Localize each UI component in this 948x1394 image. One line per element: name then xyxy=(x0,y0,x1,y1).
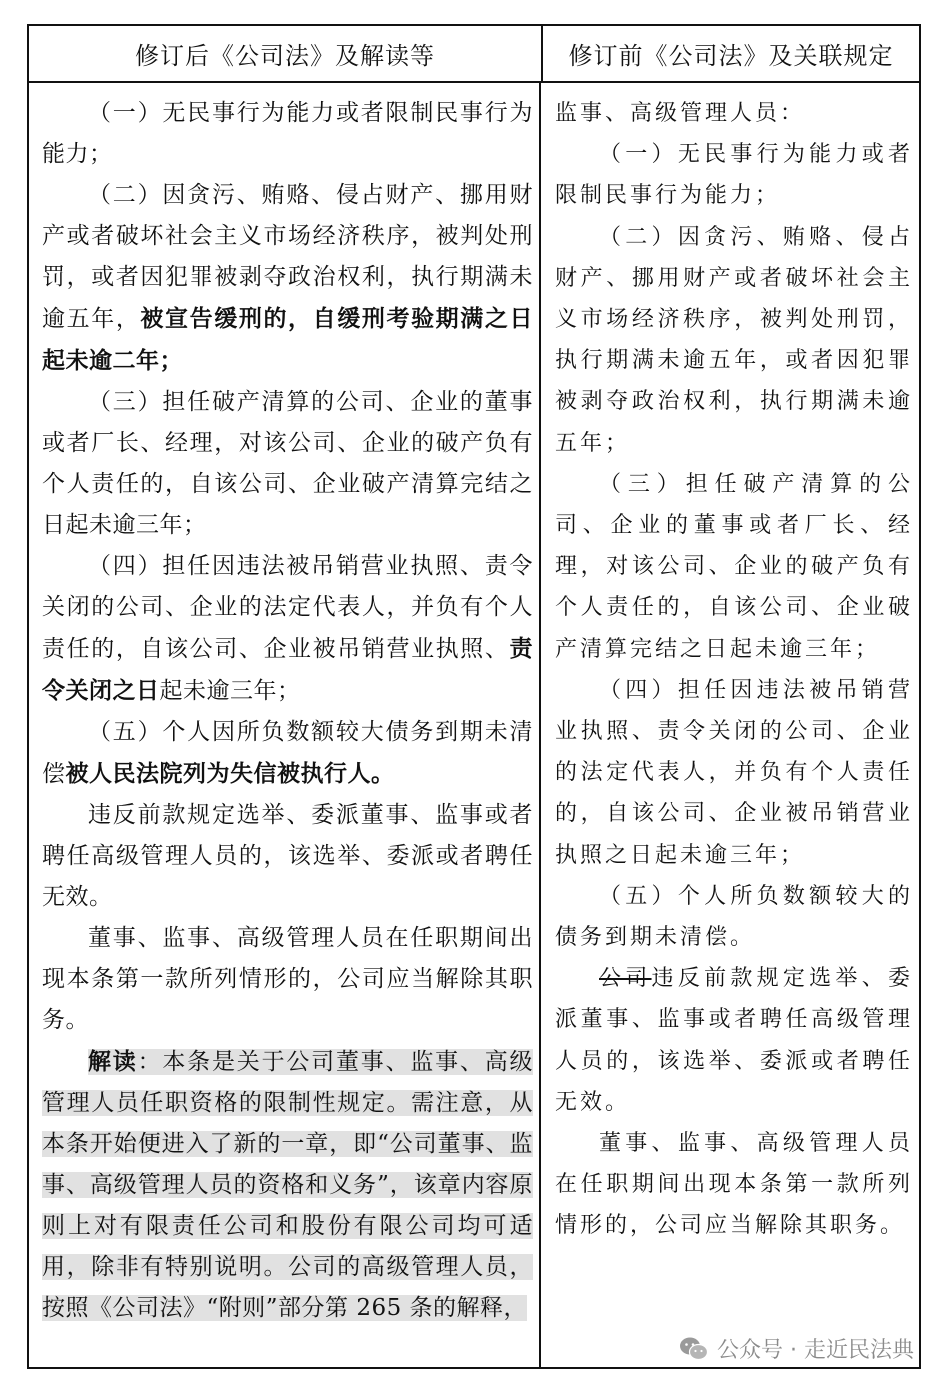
watermark xyxy=(675,1331,918,1366)
right-para-0: 监事、高级管理人员： xyxy=(555,101,806,126)
deleted-text: 公司 xyxy=(599,966,652,992)
header-right: 修订前《公司法》及关联规定 xyxy=(568,42,894,70)
interpretation-label: 解读 xyxy=(88,1048,138,1075)
original-column xyxy=(541,83,919,1367)
comparison-table xyxy=(27,24,921,1369)
left-item-5 xyxy=(42,712,533,795)
right-item-2: （二）因贪污、贿赂、侵占财产、挪用财产或者破坏社会主义市场经济秩序，被判处刑罚，执行期满未逾五年，或者因犯罪被剥夺政治权利，执行期满未逾五年； xyxy=(555,224,913,456)
revised-column xyxy=(29,83,541,1367)
right-item-1: （一）无民事行为能力或者限制民事行为能力； xyxy=(555,142,913,209)
left-item-2-added: 被宣告缓刑的，自缓刑考验期满之日起未逾二年； xyxy=(42,305,534,374)
left-item-4 xyxy=(42,546,533,712)
interpretation xyxy=(42,1041,533,1329)
right-para-6-text: 违反前款规定选举、委派董事、监事或者聘任高级管理人员的，该选举、委派或者聘任无效。 xyxy=(555,966,913,1115)
right-item-4: （四）担任因违法被吊销营业执照、责令关闭的公司、企业的法定代表人，并负有个人责任的，自该公司、企业被吊销营业执照之日起未逾三年； xyxy=(555,677,913,868)
watermark-text: 公众号 · 走近民法典 xyxy=(717,1338,914,1363)
left-item-5-added: 被人民法院列为失信被执行人。 xyxy=(65,760,395,787)
header-left: 修订后《公司法》及解读等 xyxy=(29,26,543,81)
right-para-7: 董事、监事、高级管理人员在任职期间出现本条第一款所列情形的，公司应当解除其职务。 xyxy=(555,1131,913,1239)
left-item-4-end: 起未逾三年； xyxy=(159,678,301,704)
left-item-2-text: （二）因贪污、贿赂、侵占财产、挪用财产或者破坏社会主义市场经济秩序，被判处刑罚，或者因犯罪被剥夺政治权利，执行期满未逾五年， xyxy=(42,182,533,332)
left-item-2 xyxy=(42,175,533,382)
left-item-3: （三）担任破产清算的公司、企业的董事或者厂长、经理，对该公司、企业的破产负有个人责任的，自该公司、企业破产清算完结之日起未逾三年； xyxy=(42,389,533,538)
left-item-4-added: 责令关闭之日 xyxy=(42,635,533,704)
left-item-5-text: （五）个人因所负数额较大债务到期未清偿 xyxy=(42,719,533,787)
left-item-1: （一）无民事行为能力或者限制民事行为能力； xyxy=(42,100,533,167)
right-item-3: （三）担任破产清算的公司、企业的董事或者厂长、经理，对该公司、企业的破产负有个人责任的，自该公司、企业破产清算完结之日起未逾三年； xyxy=(555,471,913,662)
interpretation-block xyxy=(42,1049,533,1321)
table-header xyxy=(29,26,919,83)
right-para-6 xyxy=(555,958,913,1123)
interpretation-text: ：本条是关于公司董事、监事、高级管理人员任职资格的限制性规定。需注意，从本条开始便进入了新的一章，即“公司董事、监事、高级管理人员的资格和义务”，该章内容原则上对有限责任公司和股份有限公司均可适用，除非有特别说明。公司的高级管理人员，按照《公司法》“附则”部分第 265 条的解释， xyxy=(42,1049,534,1321)
left-para-7: 董事、监事、高级管理人员在任职期间出现本条第一款所列情形的，公司应当解除其职务。 xyxy=(42,925,533,1033)
table-body xyxy=(29,83,919,1367)
wechat-icon xyxy=(679,1336,709,1362)
left-item-4-text: （四）担任因违法被吊销营业执照、责令关闭的公司、企业的法定代表人，并负有个人责任的，自该公司、企业被吊销营业执照、 xyxy=(42,553,533,662)
right-item-5: （五）个人所负数额较大的债务到期未清偿。 xyxy=(555,883,913,951)
left-para-6: 违反前款规定选举、委派董事、监事或者聘任高级管理人员的，该选举、委派或者聘任无效。 xyxy=(42,802,533,910)
